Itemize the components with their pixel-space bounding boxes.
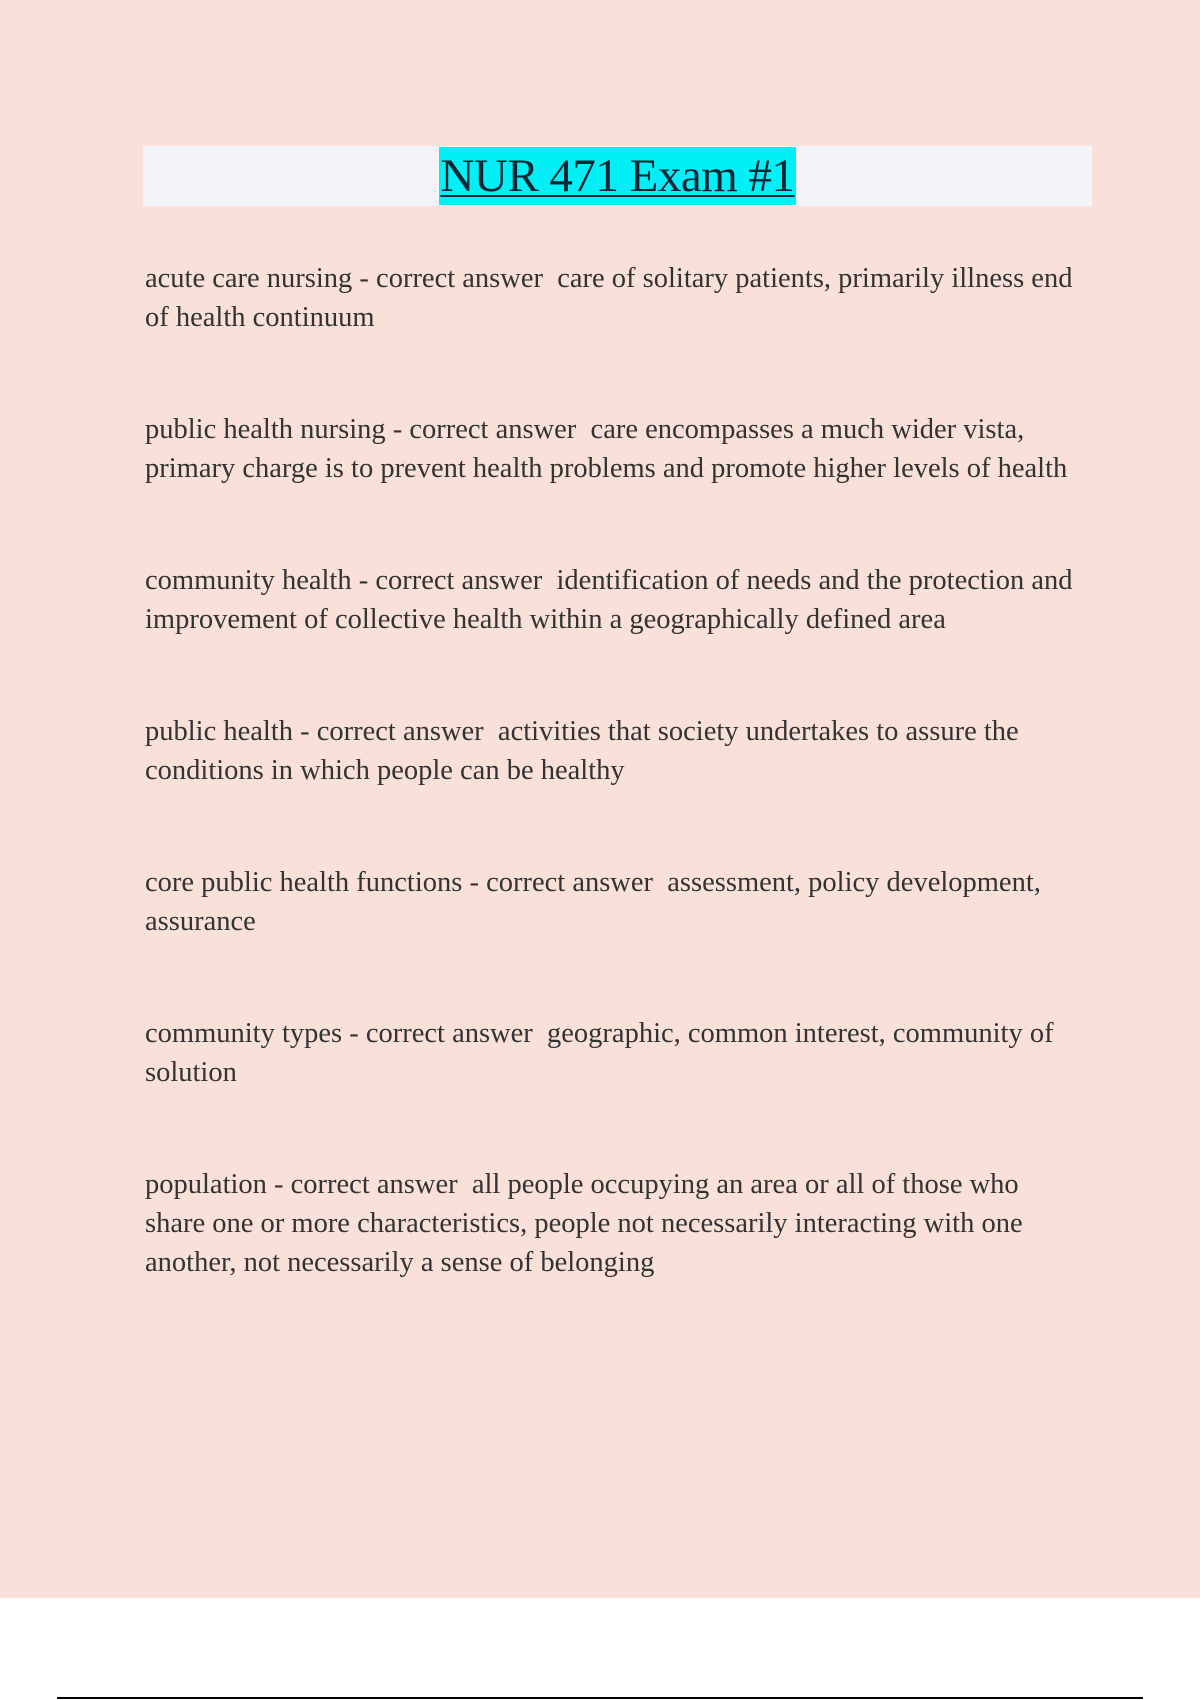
document-title: NUR 471 Exam #1 xyxy=(439,147,795,205)
flashcard-entry-population: population - correct answer all people occupying an area or all of those who share one or more characteristics, people not necessarily interacting with one another, not necessarily a sense of belonging xyxy=(145,1169,1030,1278)
flashcard-entry-community-types: community types - correct answer geographic, common interest, community of solution xyxy=(145,1018,1061,1088)
footer-divider xyxy=(57,1697,1143,1699)
flashcard-entry-public-health-nursing: public health nursing - correct answer care encompasses a much wider vista, primary charge is to prevent health problems and promote higher levels of health xyxy=(145,414,1068,484)
flashcard-entry-community-health: community health - correct answer identification of needs and the protection and improvement of collective health within a geographically defined area xyxy=(145,565,1080,635)
flashcard-entry-core-public-health-functions: core public health functions - correct answer assessment, policy development, assurance xyxy=(145,867,1048,937)
flashcard-entry-public-health: public health - correct answer activities that society undertakes to assure the conditions in which people can be healthy xyxy=(145,716,1026,786)
flashcard-entry-acute-care-nursing: acute care nursing - correct answer care of solitary patients, primarily illness end of health continuum xyxy=(145,263,1080,333)
title-bar xyxy=(143,146,1092,206)
flashcard-list xyxy=(145,259,1085,1282)
